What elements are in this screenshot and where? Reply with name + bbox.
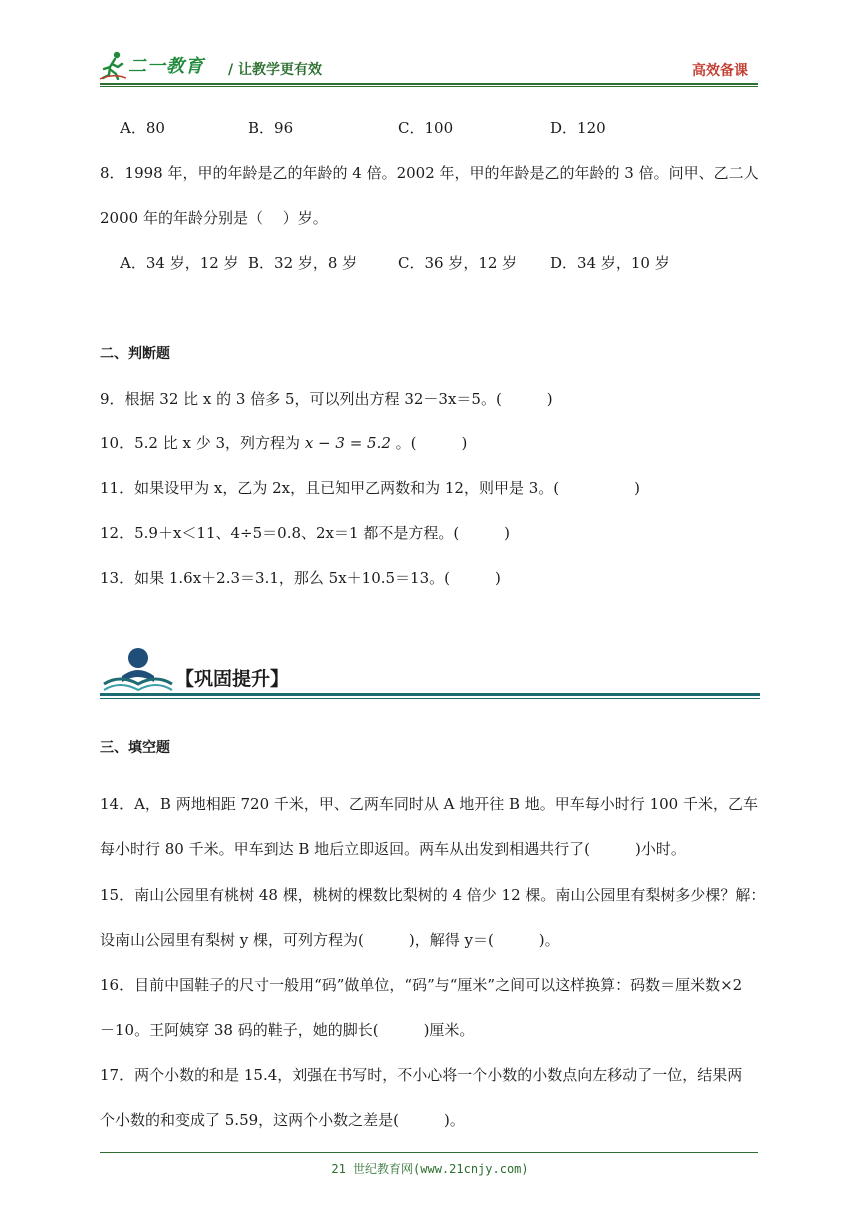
section-title-fill-blank: 三、填空题 [100,740,170,756]
header-right-label: 高效备课 [692,63,748,79]
question-14-line2: 每小时行 80 千米。甲车到达 B 地后立即返回。两车从出发到相遇共行了( )小时。 [100,840,686,858]
question-15-line2: 设南山公园里有梨树 y 棵，可列方程为( )，解得 y＝( )。 [100,931,560,949]
question-10-tail: 。( ) [395,434,468,452]
q8-line2: 2000 年的年龄分别是（ ）岁。 [100,209,328,227]
consolidation-banner [100,646,760,706]
q7-option-b: B．96 [248,119,294,137]
header-divider [100,83,758,85]
question-17-line1: 17．两个小数的和是 15.4，刘强在书写时，不小心将一个小数的小数点向左移动了一位，结果两 [100,1066,743,1084]
question-15-line1: 15．南山公园里有桃树 48 棵，桃树的棵数比梨树的 4 倍少 12 棵。南山公园里有梨树多少棵？解： [100,886,766,904]
q8-option-b: B．32 岁，8 岁 [248,254,358,272]
logo [100,48,204,82]
question-10-text: 10．5.2 比 x 少 3，列方程为 [100,434,301,452]
question-14-line1: 14．A，B 两地相距 720 千米，甲、乙两车同时从 A 地开往 B 地。甲车每小时行 100 千米，乙车 [100,795,758,813]
banner-divider [100,693,760,696]
footer-text[interactable]: 21 世纪教育网(www.21cnjy.com) [331,1162,529,1176]
question-10-equation: x − 3 = 5.2 [304,434,391,452]
section-title-judgement: 二、判断题 [100,346,170,362]
question-11: 11．如果设甲为 x，乙为 2x，且已知甲乙两数和为 12，则甲是 3。( ) [100,479,640,497]
question-9: 9．根据 32 比 x 的 3 倍多 5，可以列出方程 32－3x＝5。( ) [100,390,553,408]
header-divider-thin [100,86,758,87]
question-10 [100,432,467,453]
banner-divider-thin [100,698,760,699]
banner-title: 【巩固提升】 [175,668,290,690]
q8-option-d: D．34 岁，10 岁 [550,254,670,272]
question-16-line2: －10。王阿姨穿 38 码的鞋子，她的脚长( )厘米。 [100,1021,475,1039]
header-slogan: / 让教学更有效 [228,62,322,78]
q8-option-c: C．36 岁，12 岁 [398,254,518,272]
page-header [100,48,758,86]
q8-option-a: A．34 岁，12 岁 [120,254,239,272]
question-16-line1: 16．目前中国鞋子的尺寸一般用“码”做单位，“码”与“厘米”之间可以这样换算：码数＝厘米数×2 [100,976,743,994]
reader-book-icon [100,646,174,694]
question-13: 13．如果 1.6x＋2.3＝3.1，那么 5x＋10.5＝13。( ) [100,569,501,587]
question-12: 12．5.9＋x＜11、4÷5＝0.8、2x＝1 都不是方程。( ) [100,524,511,542]
footer-divider [100,1152,758,1153]
q7-option-d: D．120 [550,119,606,137]
q7-option-a: A．80 [120,119,165,137]
question-17-line2: 个小数的和变成了 5.59，这两个小数之差是( )。 [100,1111,465,1129]
runner-logo-icon [100,50,126,80]
q8-line1: 8．1998 年，甲的年龄是乙的年龄的 4 倍。2002 年，甲的年龄是乙的年龄的 3 倍。问甲、乙二人 [100,164,759,182]
logo-text: 二一教育 [128,56,204,77]
q7-option-c: C．100 [398,119,454,137]
